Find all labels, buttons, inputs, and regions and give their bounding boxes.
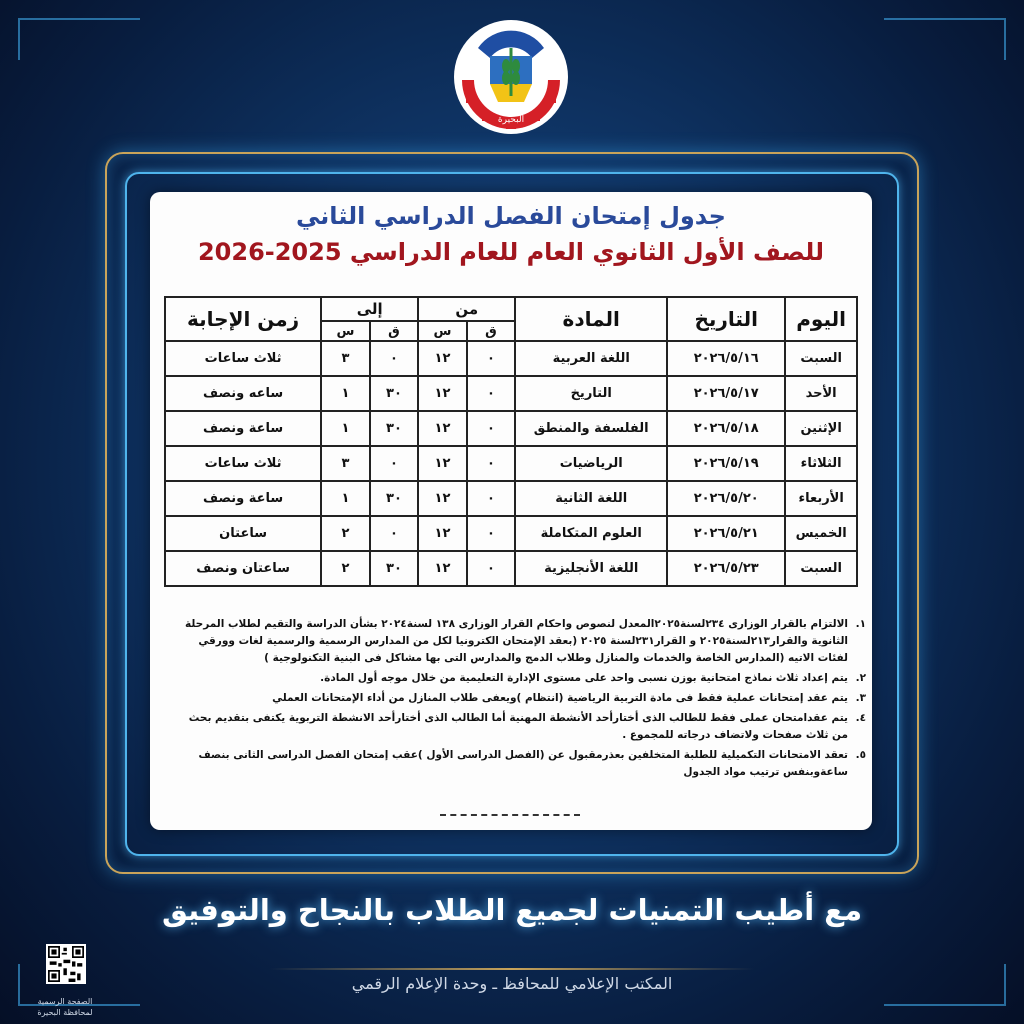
cell-from-hours: ١٢ (418, 516, 467, 551)
header-duration: زمن الإجابة (165, 297, 321, 341)
note-number: ٥. (855, 749, 866, 761)
cell-subject: العلوم المتكاملة (515, 516, 667, 551)
cell-from-hours: ١٢ (418, 376, 467, 411)
note-number: ٤. (855, 712, 866, 724)
cell-to-hours: ١ (321, 481, 370, 516)
cell-from-minutes: ٠ (467, 411, 516, 446)
note-text: يتم إعداد ثلاث نماذج امتحانية بوزن نسبى واحد على مستوى الإدارة التعليمية من خلال موجه أول المادة. (320, 672, 848, 684)
note-text: يتم عقد إمتحانات عملية فقط فى مادة التربية الرياضية (انتظام )ويعفى طلاب المنازل من أداء الإمتحانات العملي (272, 692, 848, 704)
cell-duration: ساعتان ونصف (165, 551, 321, 586)
cell-to-minutes: ٠ (370, 341, 419, 376)
cell-to-hours: ٣ (321, 341, 370, 376)
cell-to-minutes: ٣٠ (370, 481, 419, 516)
header-from: من (418, 297, 515, 321)
exam-schedule-document (150, 192, 872, 830)
note-text: يتم عقدامتحان عملى فقط للطالب الذى أختارأحد الأنشطة المهنية أما الطالب الذى أختارأحد الانشطة التربوية يكتفى بتقديم بحث من ثلاث صفحات ولاتضاف درجاته للمجموع . (188, 712, 848, 741)
qr-caption-line1: الصفحة الرسمية (37, 997, 93, 1006)
note-item (174, 710, 866, 744)
cell-from-hours: ١٢ (418, 411, 467, 446)
cell-subject: اللغة الأنجليزية (515, 551, 667, 586)
notes-list (174, 616, 866, 784)
qr-code[interactable] (46, 944, 86, 984)
cell-duration: ثلاث ساعات (165, 446, 321, 481)
cell-from-minutes: ٠ (467, 341, 516, 376)
cell-from-hours: ١٢ (418, 341, 467, 376)
cell-subject: الرياضيات (515, 446, 667, 481)
cell-duration: ثلاث ساعات (165, 341, 321, 376)
document-title: جدول إمتحان الفصل الدراسي الثاني (296, 202, 726, 230)
cell-day: الأحد (785, 376, 857, 411)
cell-day: الثلاثاء (785, 446, 857, 481)
cell-subject: اللغة العربية (515, 341, 667, 376)
closing-message: مع أطيب التمنيات لجميع الطلاب بالنجاح والتوفيق (161, 893, 863, 927)
cell-duration: ساعتان (165, 516, 321, 551)
cell-date: ٢٠٢٦/٥/١٩ (667, 446, 785, 481)
table-row (165, 411, 857, 446)
footer-divider (270, 968, 754, 970)
cell-day: السبت (785, 341, 857, 376)
cell-from-hours: ١٢ (418, 446, 467, 481)
header-date: التاريخ (667, 297, 785, 341)
cell-from-minutes: ٠ (467, 481, 516, 516)
cell-to-minutes: ٠ (370, 516, 419, 551)
cell-from-hours: ١٢ (418, 551, 467, 586)
corner-decoration (884, 18, 1006, 60)
cell-to-minutes: ٣٠ (370, 551, 419, 586)
header-day: اليوم (785, 297, 857, 341)
cell-subject: اللغة الثانية (515, 481, 667, 516)
cell-to-hours: ٣ (321, 446, 370, 481)
note-item (174, 616, 866, 667)
note-number: ٣. (855, 692, 866, 704)
qr-caption (20, 996, 110, 1018)
cell-date: ٢٠٢٦/٥/١٨ (667, 411, 785, 446)
note-item (174, 670, 866, 687)
cell-from-minutes: ٠ (467, 516, 516, 551)
cell-to-minutes: ٣٠ (370, 376, 419, 411)
cell-day: الخميس (785, 516, 857, 551)
corner-decoration (18, 18, 140, 60)
governorate-logo (452, 18, 570, 136)
cell-subject: الفلسفة والمنطق (515, 411, 667, 446)
cell-duration: ساعه ونصف (165, 376, 321, 411)
cell-day: الإثنين (785, 411, 857, 446)
cell-to-minutes: ٣٠ (370, 411, 419, 446)
footer-credit: المكتب الإعلامي للمحافظ ـ وحدة الإعلام الرقمي (351, 974, 673, 993)
logo-text: البحيرة (497, 115, 525, 125)
end-separator (440, 814, 580, 816)
header-subject: المادة (515, 297, 667, 341)
cell-to-hours: ٢ (321, 516, 370, 551)
note-number: ٢. (855, 672, 866, 684)
table-row (165, 341, 857, 376)
table-row (165, 551, 857, 586)
cell-date: ٢٠٢٦/٥/٢١ (667, 516, 785, 551)
cell-from-minutes: ٠ (467, 551, 516, 586)
note-item (174, 747, 866, 781)
cell-date: ٢٠٢٦/٥/٢٠ (667, 481, 785, 516)
note-text: الالتزام بالقرار الوزارى ٢٣٤لسنة٢٠٢٥المعدل لنصوص واحكام القرار الوزارى ١٣٨ لسنة٢٠٢٤ بشأن الدراسة والتقيم لطلاب المرحلة الثانوية والقرار٢١٣لسنة٢٠٢٥ و القرار٢٣١لسنة ٢٠٢٥ (بعقد الإمتحان الكترونيا لكل من المدارس الرسمية والرسمية لغات وورقي لفئات الاتيه (المدارس الخاصة والخدمات والمنازل وطلاب الدمج والمدارس التى بها مشاكل فى البنية التكنولوجية ) (184, 618, 848, 664)
table-row (165, 376, 857, 411)
table-row (165, 481, 857, 516)
document-subtitle: للصف الأول الثانوي العام للعام الدراسي 2025-2026 (197, 238, 825, 266)
cell-duration: ساعة ونصف (165, 411, 321, 446)
cell-date: ٢٠٢٦/٥/٢٣ (667, 551, 785, 586)
table-row (165, 516, 857, 551)
header-from-hours: س (418, 321, 467, 341)
cell-to-minutes: ٠ (370, 446, 419, 481)
cell-subject: التاريخ (515, 376, 667, 411)
cell-date: ٢٠٢٦/٥/١٧ (667, 376, 785, 411)
cell-to-hours: ١ (321, 376, 370, 411)
exam-table (164, 296, 858, 587)
cell-from-hours: ١٢ (418, 481, 467, 516)
header-to-hours: س (321, 321, 370, 341)
note-number: ١. (855, 618, 866, 630)
cell-from-minutes: ٠ (467, 376, 516, 411)
cell-duration: ساعة ونصف (165, 481, 321, 516)
header-from-minutes: ق (467, 321, 516, 341)
table-row (165, 446, 857, 481)
cell-to-hours: ١ (321, 411, 370, 446)
cell-from-minutes: ٠ (467, 446, 516, 481)
cell-day: الأربعاء (785, 481, 857, 516)
qr-caption-line2: لمحافظة البحيرة (37, 1008, 93, 1017)
header-to-minutes: ق (370, 321, 419, 341)
note-item (174, 690, 866, 707)
cell-date: ٢٠٢٦/٥/١٦ (667, 341, 785, 376)
cell-day: السبت (785, 551, 857, 586)
header-to: إلى (321, 297, 418, 321)
cell-to-hours: ٢ (321, 551, 370, 586)
note-text: تعقد الامتحانات التكميلية للطلبة المتخلفين بعذرمقبول عن (الفصل الدراسى الأول )عقب إمتحان الفصل الدراسى الثانى بنصف ساعةوبنفس ترتيب مواد الجدول (198, 749, 848, 778)
